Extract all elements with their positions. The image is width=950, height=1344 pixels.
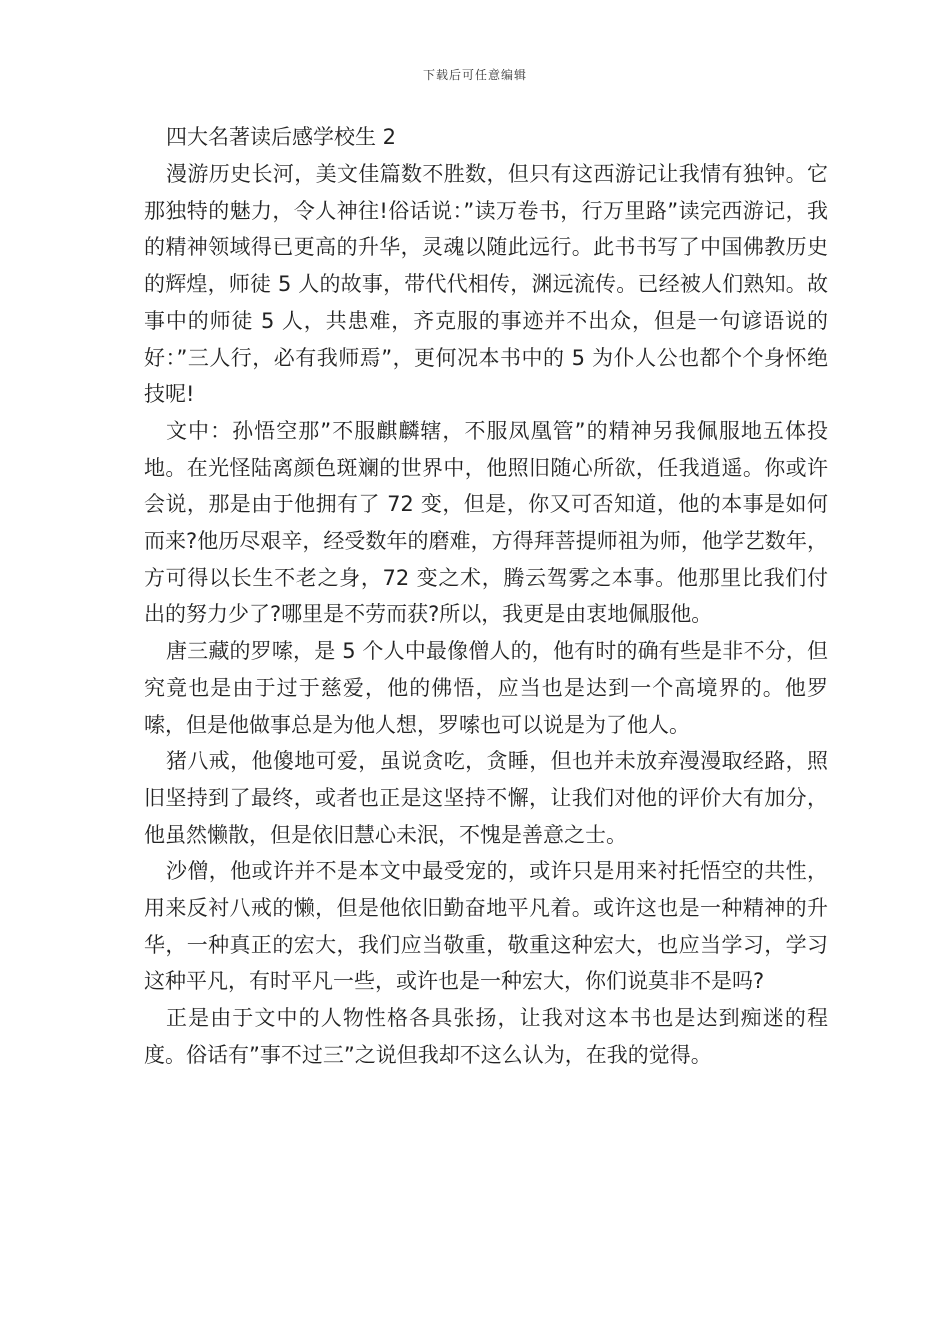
paragraph: 文中：孙悟空那”不服麒麟辖，不服凤凰管”的精神另我佩服地五体投地。在光怪陆离颜色斑斓的世界中，他照旧随心所欲，任我逍遥。你或许会说，那是由于他拥有了 72 变，但是，你又可否知道，他的本事是如何而来?他历尽艰辛，经受数年的磨难，方得拜菩提师祖为师，他学艺数年，方可得以长生不老之身，72 变之术，腾云驾雾之本事。他那里比我们付出的努力少了?哪里是不劳而获?所以，我更是由衷地佩服他。	[144, 418, 828, 627]
paragraph: 唐三藏的罗嗦，是 5 个人中最像僧人的，他有时的确有些是非不分，但究竟也是由于过于慈爱，他的佛悟，应当也是达到一个高境界的。他罗嗦，但是他做事总是为他人想，罗嗦也可以说是为了他人。	[144, 639, 828, 737]
document-title: 四大名著读后感学校生 2	[166, 125, 397, 149]
paragraph: 沙僧，他或许并不是本文中最受宠的，或许只是用来衬托悟空的共性，用来反衬八戒的懒，但是他依旧勤奋地平凡着。或许这也是一种精神的升华，一种真正的宏大，我们应当敬重，敬重这种宏大，也应当学习，学习这种平凡，有时平凡一些，或许也是一种宏大，你们说莫非不是吗?	[144, 859, 828, 994]
paragraph: 漫游历史长河，美文佳篇数不胜数，但只有这西游记让我情有独钟。它那独特的魅力，令人神往!俗话说：”读万卷书，行万里路”读完西游记，我的精神领域得已更高的升华，灵魂以随此远行。此书书写了中国佛教历史的辉煌，师徒 5 人的故事，带代代相传，渊远流传。已经被人们熟知。故事中的师徒 5 人，共患难，齐克服的事迹并不出众，但是一句谚语说的好：”三人行，必有我师焉”，更何况本书中的 5 为仆人公也都个个身怀绝技呢!	[144, 162, 828, 407]
document-body	[144, 156, 828, 1074]
header-note: 下载后可任意编辑	[422, 68, 527, 82]
paragraph: 正是由于文中的人物性格各具张扬，让我对这本书也是达到痴迷的程度。俗话有”事不过三”之说但我却不这么认为，在我的觉得。	[144, 1006, 828, 1067]
paragraph: 猪八戒，他傻地可爱，虽说贪吃，贪睡，但也并未放弃漫漫取经路，照旧坚持到了最终，或者也正是这坚持不懈，让我们对他的评价大有加分，他虽然懒散，但是依旧慧心未泯，不愧是善意之士。	[144, 749, 828, 847]
